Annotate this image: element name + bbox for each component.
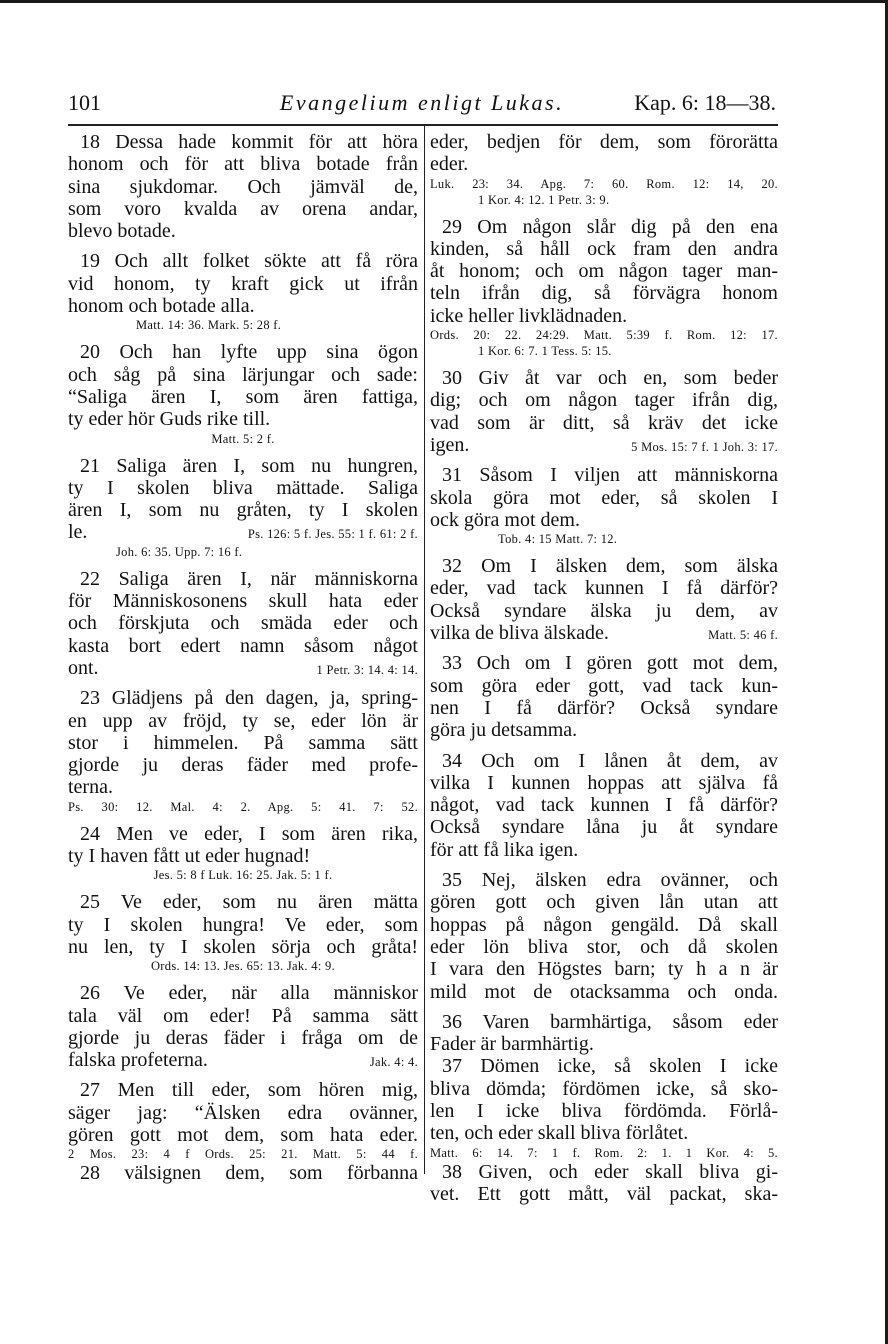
verse-line: gjorde ju deras fäder med profe- — [68, 754, 418, 777]
verse-line: 18 Dessa hade kommit för att höra — [80, 131, 418, 153]
column-rule — [424, 126, 425, 1174]
cross-reference: 2 Mos. 23: 4 f Ords. 25: 21. Matt. 5: 44 f. — [68, 1147, 418, 1162]
verse-line: 19 Och allt folket sökte att få röra — [80, 250, 418, 273]
verse-line: ty I haven fått ut eder hugnad! — [68, 845, 311, 868]
verse-line: tala väl om eder! På samma sätt — [68, 1004, 418, 1027]
verse-line: nu len, ty I skolen sörja och gråta! — [68, 935, 418, 958]
page-frame-top — [0, 0, 888, 3]
verse-line: eder. — [430, 153, 469, 176]
verse-line: för Människosonens skull hata eder — [68, 590, 418, 613]
verse-line: 32 Om I älsken dem, som älska — [442, 555, 778, 578]
verse-line-with-reference — [430, 622, 778, 644]
verse-line: Också syndare låna ju åt syndare — [430, 816, 778, 839]
verse-line: le. — [68, 521, 88, 544]
verse-line: göra ju detsamma. — [430, 719, 578, 742]
verse-line: kinden, så håll ock fram den andra — [430, 237, 778, 260]
verse-line: eder, vad tack kunnen I få därför? — [430, 577, 778, 600]
verse-line: 27 Men till eder, som hören mig, — [80, 1079, 418, 1102]
verse-line-with-reference — [430, 434, 778, 456]
verse-line: ty I skolen hungra! Ve eder, som — [68, 913, 418, 936]
verse-line: 35 Nej, älsken edra ovänner, och — [442, 869, 778, 892]
verse-line: I vara den Högstes barn; ty h a n är — [430, 958, 778, 981]
verse-line: vet. Ett gott mått, väl packat, ska- — [430, 1182, 778, 1205]
cross-reference: 5 Mos. 15: 7 f. 1 Joh. 3: 17. — [631, 439, 778, 454]
verse-line: igen. — [430, 433, 470, 456]
verse-line: Fader är barmhärtig. — [430, 1033, 594, 1056]
verse-line: vad som är ditt, så kräv det icke — [430, 411, 778, 434]
cross-reference: Jes. 5: 8 f Luk. 16: 25. Jak. 5: 1 f. — [153, 868, 333, 883]
running-header — [68, 90, 776, 120]
verse-line: Också syndare älska ju dem, av — [430, 599, 778, 622]
verse-line: gjorde ju deras fäder i fråga om de — [68, 1026, 418, 1049]
verse-line: vid honom, ty kraft gick ut ifrån — [68, 272, 418, 295]
left-column — [68, 131, 418, 1185]
verse-line: kasta bort edert namn såsom något — [68, 634, 418, 657]
verse-line: 24 Men ve eder, I som ären rika, — [80, 822, 418, 845]
verse-line: som göra eder gott, vad tack kun- — [430, 674, 778, 697]
verse-line: 37 Dömen icke, så skolen I icke — [442, 1055, 778, 1078]
cross-reference: 1 Kor. 6: 7. 1 Tess. 5: 15. — [478, 344, 612, 359]
verse-line: sina sjukdomar. Och jämväl de, — [68, 175, 418, 198]
verse-line: ären I, som nu gråten, ty I skolen — [68, 499, 418, 522]
chapter-reference: Kap. 6: 18—38. — [634, 90, 776, 115]
cross-reference: Ps. 30: 12. Mal. 4: 2. Apg. 5: 41. 7: 52. — [68, 799, 418, 814]
cross-reference: Matt. 6: 14. 7: 1 f. Rom. 2: 1. 1 Kor. 4: 5. — [430, 1145, 778, 1160]
running-title: Evangelium enligt Lukas. — [279, 90, 565, 115]
verse-line: 22 Saliga ären I, när människorna — [80, 567, 418, 590]
verse-line: hoppas på någon gengäld. Då skall — [430, 913, 778, 936]
verse-line: ten, och eder skall bliva förlåtet. — [430, 1122, 689, 1145]
verse-line: eder lön bliva stor, och då skolen — [430, 935, 778, 958]
verse-line: något, vad tack kunnen I få därför? — [430, 794, 778, 817]
verse-line: 31 Såsom I viljen att människorna — [442, 464, 778, 487]
verse-line: 33 Och om I gören gott mot dem, — [442, 652, 778, 675]
right-column — [430, 131, 778, 1205]
verse-line: för att få lika igen. — [430, 838, 579, 861]
verse-line: som voro kvalda av orena andar, — [68, 197, 418, 220]
verse-line: falska profeterna. — [68, 1049, 208, 1072]
verse-line: säger jag: “Älsken edra ovänner, — [68, 1101, 418, 1124]
verse-line: 28 välsignen dem, som förbanna — [80, 1162, 418, 1185]
verse-line: teln ifrån dig, så förvägra honom — [430, 282, 778, 305]
verse-line: åt honom; och om någon tager man- — [430, 260, 778, 283]
verse-line: len I icke bliva fördömda. Förlå- — [430, 1099, 778, 1122]
cross-reference: Ords. 14: 13. Jes. 65: 13. Jak. 4: 9. — [150, 959, 335, 974]
verse-line: 29 Om någon slår dig på den ena — [442, 215, 778, 238]
verse-line: “Saliga ären I, som ären fattiga, — [68, 385, 418, 408]
verse-line: vilka I kunnen hoppas att själva få — [430, 771, 778, 794]
cross-reference: Ords. 20: 22. 24:29. Matt. 5:39 f. Rom. 12: 17. — [430, 328, 778, 343]
verse-line: 23 Glädjens på den dagen, ja, spring- — [80, 687, 418, 710]
verse-line: gören gott mot dem, som hata eder. — [68, 1123, 418, 1146]
verse-line: icke heller livklädnaden. — [430, 304, 628, 327]
header-rule — [68, 124, 778, 126]
cross-reference: Ps. 126: 5 f. Jes. 55: 1 f. 61: 2 f. — [247, 527, 418, 542]
verse-line: ock göra mot dem. — [430, 508, 580, 531]
verse-line-with-reference — [68, 657, 418, 679]
verse-line: 21 Saliga ären I, som nu hungren, — [80, 454, 418, 477]
verse-line: eder, bedjen för dem, som förorätta — [430, 131, 778, 153]
cross-reference: Matt. 14: 36. Mark. 5: 28 f. — [136, 318, 282, 333]
cross-reference: 1 Petr. 3: 14. 4: 14. — [316, 662, 418, 677]
verse-line-with-reference — [68, 1049, 418, 1071]
verse-line: dig; och om någon tager ifrån dig, — [430, 389, 778, 412]
cross-reference: Jak. 4: 4. — [369, 1055, 418, 1070]
verse-line: skola göra mot eder, så skolen I — [430, 486, 778, 509]
verse-line: ty I skolen bliva mättade. Saliga — [68, 476, 418, 499]
verse-line: 26 Ve eder, när alla människor — [80, 982, 418, 1005]
verse-line: ty eder hör Guds rike till. — [68, 408, 271, 431]
verse-line: 20 Och han lyfte upp sina ögon — [80, 341, 418, 364]
verse-line: vilka de bliva älskade. — [430, 622, 609, 645]
verse-line: och förskjuta och smäda eder och — [68, 612, 418, 635]
page-number: 101 — [68, 90, 101, 115]
cross-reference: Tob. 4: 15 Matt. 7: 12. — [498, 532, 618, 547]
cross-reference: Matt. 5: 46 f. — [708, 628, 778, 643]
cross-reference: 1 Kor. 4: 12. 1 Petr. 3: 9. — [478, 192, 610, 207]
verse-line: nen I få därför? Också syndare — [430, 696, 778, 719]
verse-line: gören gott och given lån utan att — [430, 891, 778, 914]
verse-line: blevo botade. — [68, 220, 176, 243]
cross-reference: Matt. 5: 2 f. — [211, 431, 275, 446]
verse-line: mild mot de otacksamma och onda. — [430, 980, 778, 1003]
verse-line: 36 Varen barmhärtiga, såsom eder — [442, 1010, 778, 1033]
verse-line: 38 Given, och eder skall bliva gi- — [442, 1160, 778, 1183]
verse-line: terna. — [68, 776, 113, 799]
cross-reference: Luk. 23: 34. Apg. 7: 60. Rom. 12: 14, 20. — [430, 176, 778, 191]
verse-line-with-reference — [68, 521, 418, 543]
verse-line: stor i himmelen. På samma sätt — [68, 731, 418, 754]
cross-reference: Joh. 6: 35. Upp. 7: 16 f. — [116, 544, 243, 559]
verse-line: bliva dömda; fördömen icke, så sko- — [430, 1077, 778, 1100]
verse-line: 30 Giv åt var och en, som beder — [442, 367, 778, 390]
verse-line: och såg på sina lärjungar och sade: — [68, 363, 418, 386]
verse-line: 34 Och om I lånen åt dem, av — [442, 749, 778, 772]
verse-line: honom och botade alla. — [68, 295, 255, 318]
verse-line: honom och för att bliva botade från — [68, 153, 418, 176]
verse-line: 25 Ve eder, som nu ären mätta — [80, 891, 418, 914]
verse-line: ont. — [68, 656, 99, 679]
verse-line: en upp av fröjd, ty se, eder lön är — [68, 709, 418, 732]
